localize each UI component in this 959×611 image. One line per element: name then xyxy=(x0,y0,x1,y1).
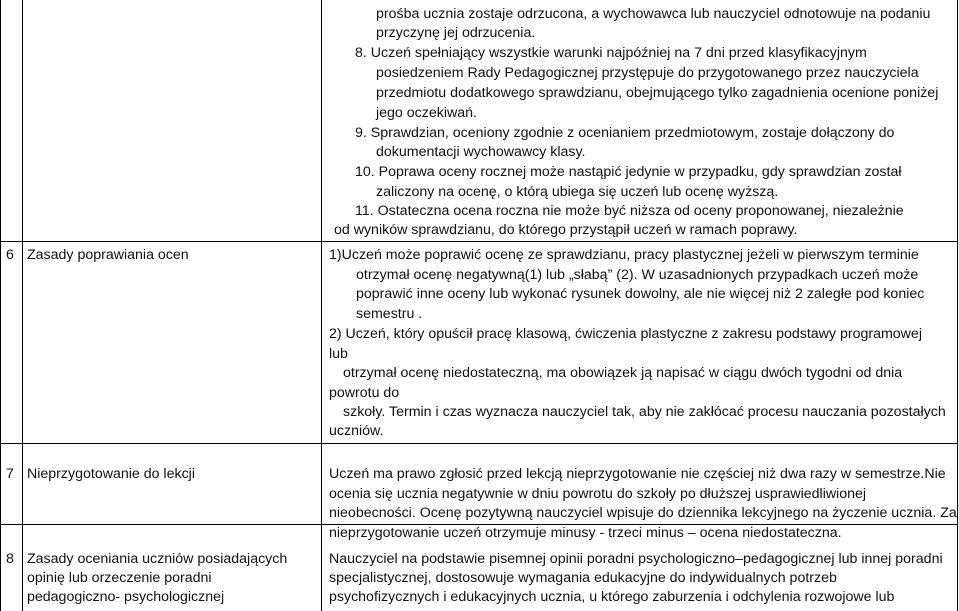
table-border-right xyxy=(957,0,958,611)
text-line: 11. Ostateczna ocena roczna nie może być niższa od oceny proponowanej, niezależnie xyxy=(355,203,904,219)
text-line: nieprzygotowanie uczeń otrzymuje minusy - trzeci minus – ocena niedostateczna. xyxy=(329,525,842,541)
text-line: dokumentacji wychowawcy klasy. xyxy=(376,144,586,160)
text-line: Nauczyciel na podstawie pisemnej opinii poradni psychologiczno–pedagogicznej lub innej poradni xyxy=(329,551,943,567)
title-line: opinię lub orzeczenie poradni xyxy=(27,570,212,586)
row7-number: 7 xyxy=(6,466,14,482)
title-line: pedagogiczno- psychologicznej xyxy=(27,589,225,605)
text-line: przedmiotu dodatkowego sprawdzianu, obejmującego tylko zagadnienia ocenione poniżej xyxy=(376,85,939,101)
text-line: 10. Poprawa oceny rocznej może nastąpić jedynie w przypadku, gdy sprawdzian został xyxy=(355,164,902,180)
text-line: specjalistycznej, dostosowuje wymagania edukacyjne do indywidualnych potrzeb xyxy=(329,570,837,586)
text-line: nieobecności. Ocenę pozytywną nauczyciel wpisuje do dziennika lekcyjnego na życzenie ucznia. Za xyxy=(329,505,957,521)
text-line: od wyników sprawdzianu, do którego przystąpił uczeń w ramach poprawy. xyxy=(334,222,798,238)
text-line: 8. Uczeń spełniający wszystkie warunki najpóźniej na 7 dni przed klasyfikacyjnym xyxy=(355,45,867,61)
text-line: uczniów. xyxy=(329,423,384,439)
row6-title: Zasady poprawiania ocen xyxy=(27,247,189,263)
text-line: jego oczekiwań. xyxy=(376,105,477,121)
title-line: Zasady oceniania uczniów posiadających xyxy=(27,551,288,567)
text-line: 9. Sprawdzian, oceniony zgodnie z ocenianiem przedmiotowym, zostaje dołączony do xyxy=(355,125,895,141)
text-line: posiedzeniem Rady Pedagogicznej przystępuje do przygotowanego przez nauczyciela xyxy=(376,65,919,81)
text-line: poprawić inne oceny lub wykonać rysunek dowolny, ale nie więcej niż 2 zaległe pod koniec xyxy=(356,286,925,302)
text-line: 1)Uczeń może poprawić ocenę ze sprawdzianu, pracy plastycznej jeżeli w pierwszym terminie xyxy=(329,247,919,263)
column-divider-1 xyxy=(22,0,23,611)
text-line: powrotu do xyxy=(329,385,400,401)
text-line: semestru . xyxy=(356,306,423,322)
text-line: lub xyxy=(329,346,348,362)
text-line: szkoły. Termin i czas wyznacza nauczyciel tak, aby nie zakłócać procesu nauczania pozostałych xyxy=(343,404,946,420)
text-line: ocenia się ucznia negatywnie w dniu powrotu do szkoły po dłuższej usprawiedliwionej xyxy=(329,486,867,502)
row-divider-5-6 xyxy=(0,241,958,242)
text-line: zaliczony na ocenę, o którą ubiega się uczeń lub ocenę wyższą. xyxy=(376,184,779,200)
text-line: przyczynę jej odrzucenia. xyxy=(376,25,536,41)
text-line: otrzymał ocenę negatywną(1) lub „słabą” (2). W uzasadnionych przypadkach uczeń może xyxy=(356,267,919,283)
text-line: Uczeń ma prawo zgłosić przed lekcją nieprzygotowanie nie częściej niż dwa razy w semestrze.Nie xyxy=(329,466,946,482)
column-divider-2 xyxy=(321,0,322,611)
table-border-left xyxy=(0,0,1,611)
row6-number: 6 xyxy=(6,247,14,263)
text-line: psychofizycznych i edukacyjnych ucznia, u którego zaburzenia i odchylenia rozwojowe lub xyxy=(329,589,895,605)
row-divider-6-7 xyxy=(0,443,958,444)
text-line: otrzymał ocenę niedostateczną, ma obowiązek ją napisać w ciągu dwóch tygodni od dnia xyxy=(343,365,903,381)
row7-title: Nieprzygotowanie do lekcji xyxy=(27,466,195,482)
text-line: prośba ucznia zostaje odrzucona, a wychowawca lub nauczyciel odnotowuje na podaniu xyxy=(376,6,931,22)
row8-number: 8 xyxy=(6,551,14,567)
text-line: 2) Uczeń, który opuścił pracę klasową, ćwiczenia plastyczne z zakresu podstawy programowej xyxy=(329,326,922,342)
